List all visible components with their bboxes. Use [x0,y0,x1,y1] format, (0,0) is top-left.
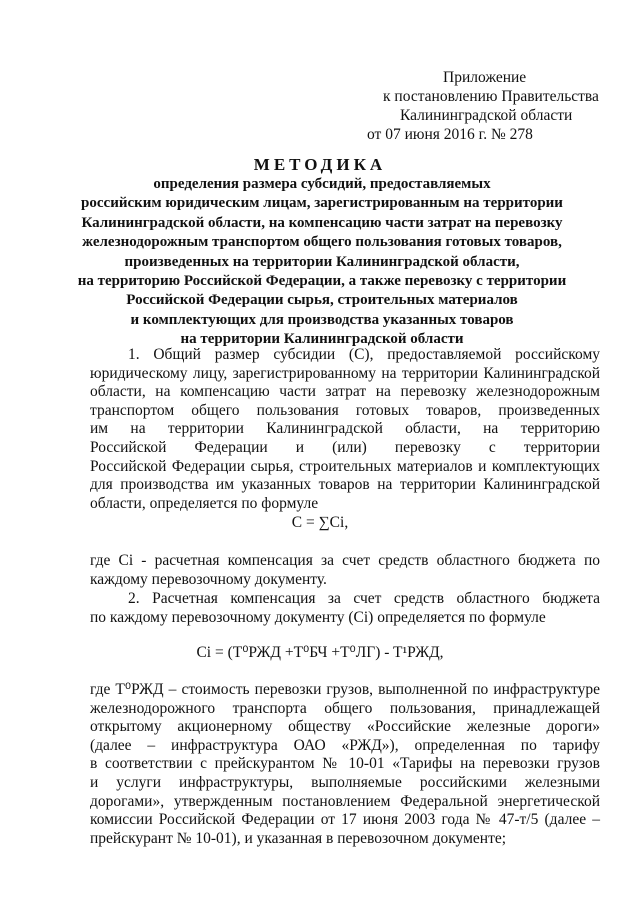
paragraph-line: 1. Общий размер субсидии (С), предоставляемой российскому [128,346,600,363]
paragraph-line: Российской Федерации сырья, строительных материалов и комплектующих [90,457,600,475]
paragraph-line: по каждому перевозочному документу (Ci) определяется по формуле [90,608,546,626]
paragraph-line: Российской Федерации и (или) перевозку с территории [90,438,600,456]
paragraph-4 [90,681,600,848]
subtitle-line: и комплектующих для производства указанных товаров [130,311,514,328]
paragraph-1 [90,346,600,513]
formula-total-subsidy: C = ∑Ci, [291,514,349,531]
subtitle-line: определения размера субсидий, предоставляемых [153,176,491,192]
appendix-region: Калининградской области [400,107,573,124]
document-title: МЕТОДИКА [253,155,387,174]
paragraph-line: юридическому лицу, зарегистрированному на территории Калининградской [90,364,600,382]
paragraph-line: и услуги инфраструктуры, выполняемые российскими железными [90,773,600,791]
appendix-header [356,68,606,144]
paragraph-line: им на территории Калининградской области, на территорию [90,420,600,438]
paragraph-line: 2. Расчетная компенсация за счет средств областного бюджета [128,590,600,607]
paragraph-line: для производства им указанных товаров на территории Калининградской [90,476,600,494]
paragraph-2 [90,552,600,589]
paragraph-line: (далее – инфраструктура ОАО «РЖД»), определенная по тарифу [90,736,600,754]
paragraph-line: где Ci - расчетная компенсация за счет средств областного бюджета по [90,552,600,569]
subtitle-line: российским юридическим лицам, зарегистрированным на территории [81,195,563,212]
document-subtitle [72,175,572,350]
paragraph-line: в соответствии с прейскурантом № 10-01 «Тарифы на перевозки грузов [90,755,600,773]
appendix-resolution: к постановлению Правительства [383,88,599,105]
paragraph-line: дорогами», утвержденным постановлением Федеральной энергетической [90,792,600,810]
paragraph-3 [90,590,600,627]
subtitle-line: железнодорожным транспортом общего пользования готовых товаров, [82,234,562,251]
appendix-label: Приложение [443,69,527,86]
paragraph-line: открытому акционерному обществу «Российские железные дороги» [90,718,600,736]
paragraph-line: железнодорожного транспорта общего пользования, принадлежащей [90,699,600,717]
paragraph-line: прейскурант № 10-01), и указанная в перевозочном документе; [90,829,507,847]
formula-compensation: Ci = (T⁰РЖД +T⁰БЧ +T⁰ЛГ) - T¹РЖД, [196,644,444,661]
subtitle-line: на территорию Российской Федерации, а также перевозку с территории [77,273,567,290]
paragraph-line: комиссии Российской Федерации от 17 июня 2003 года № 47-т/5 (далее – [90,811,600,829]
paragraph-line: транспортом общего пользования готовых товаров, произведенных [90,401,600,419]
subtitle-line: на территории Калининградской области [180,331,464,348]
paragraph-line: где T⁰РЖД – стоимость перевозки грузов, выполненной по инфраструктуре [90,681,600,698]
appendix-date-number: от 07 июня 2016 г. № 278 [367,126,533,143]
paragraph-line: области, на компенсацию части затрат на перевозку железнодорожным [90,383,600,401]
subtitle-line: Российской Федерации сырья, строительных материалов [126,292,518,309]
paragraph-line: области, определяется по формуле [90,494,319,512]
paragraph-line: каждому перевозочному документу. [90,570,327,588]
subtitle-line: Калининградской области, на компенсацию части затрат на перевозку [81,214,563,231]
subtitle-line: произведенных на территории Калининградской области, [124,253,520,270]
